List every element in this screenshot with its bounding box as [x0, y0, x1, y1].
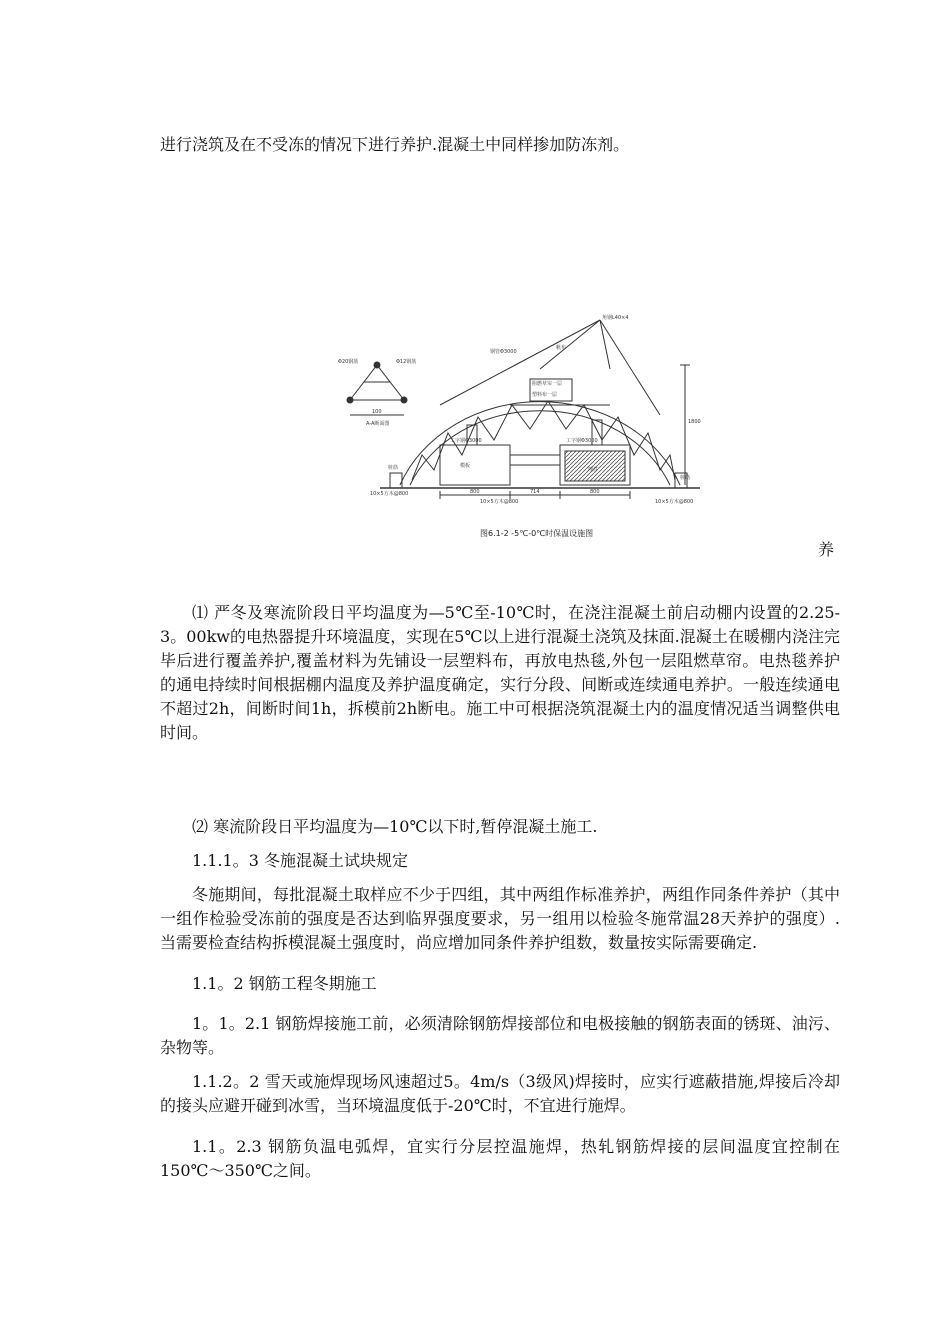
- label-dim100: 100: [372, 409, 382, 415]
- label-embed: 埋件: [588, 467, 599, 473]
- paragraph-rebar-3: 1.1。2.3 钢筋负温电弧焊，宜实行分层控温施焊，热轧钢筋焊接的层间温度宜控制在150℃～350℃之间。: [160, 1137, 840, 1180]
- label-bar12: Φ12钢筋: [396, 359, 417, 365]
- leader-top: [540, 320, 600, 369]
- label-i-beam-left: 工字钢Φ3000: [450, 438, 482, 444]
- insulation-diagram: [330, 305, 730, 555]
- heading-test-blocks: 1.1.1。3 冬施混凝土试块规定: [192, 851, 408, 870]
- label-right-pile: 桩筋: [680, 475, 691, 481]
- label-dim714: 714: [530, 489, 540, 495]
- label-i-beam-right: 工字钢Φ3000: [566, 438, 598, 444]
- trailing-char: 养: [818, 540, 835, 559]
- label-dim800a: 800: [470, 489, 480, 495]
- paragraph-rebar-1: 1。1。2.1 钢筋焊接施工前，必须清除钢筋焊接部位和电极接触的钢筋表面的锈斑、油污、杂物等。: [160, 1014, 840, 1057]
- left-tank: [440, 445, 510, 485]
- figure-caption: 图6.1-2 -5℃-0℃时保温设施图: [480, 529, 594, 538]
- label-timber-mid: 10×5方木@800: [480, 499, 519, 505]
- heading-rebar-winter: 1.1。2 钢筋工程冬期施工: [192, 974, 377, 993]
- paragraph-test-blocks: 冬施期间，每批混凝土取样应不少于四组，其中两组作标准养护，两组作同条件养护（其中一组作检验受冻前的强度是否达到临界强度要求，另一组用以检验冬施常温28天养护的强度）.当需要检查结构拆模混凝土强度时，尚应增加同条件养护组数，数量按实际需要确定.: [160, 885, 840, 952]
- label-dim800b: 800: [590, 489, 600, 495]
- label-bar20: Φ20钢筋: [338, 359, 359, 365]
- left-pile: [390, 473, 402, 488]
- paragraph-rebar-2: 1.1.2。2 雪天或施焊现场风速超过5。4m/s（3级风)焊接时，应实行遮蔽措施,焊接后冷却的接头应避开碰到冰雪，当环境温度低于-20℃时，不宜进行施焊。: [160, 1072, 840, 1115]
- label-left-pile: 桩筋: [388, 465, 399, 471]
- label-plastic: 塑料布一层: [532, 392, 558, 398]
- label-pipe: 钢管Φ3000: [490, 349, 517, 355]
- label-formwork: 模板: [460, 463, 471, 469]
- label-angle-steel: 角钢L40×4: [602, 315, 629, 321]
- paragraph-intro: 进行浇筑及在不受冻的情况下进行养护.混凝土中同样掺加防冻剂。: [160, 135, 630, 154]
- label-timber-right: 10×5方木@800: [655, 499, 694, 505]
- label-canvas: 帆布: [556, 345, 567, 351]
- label-timber-left: 10×5方木@800: [370, 491, 409, 497]
- label-section: A-A断面图: [366, 421, 390, 427]
- label-height: 1800: [688, 419, 701, 425]
- right-tank-fill: [565, 451, 625, 481]
- diagram-svg: [330, 305, 730, 555]
- paragraph-severe-cold: ⑴ 严冬及寒流阶段日平均温度为—5℃至-10℃时，在浇注混凝土前启动棚内设置的2.25-3。00kw的电热器提升环境温度，实现在5℃以上进行混凝土浇筑及抹面.混凝土在暖棚内浇注完毕后进行覆盖养护,覆盖材料为先铺设一层塑料布，再放电热毯,外包一层阻燃草帘。电热毯养护的通电持续时间根据棚内温度及养护温度确定，实行分段、间断或连续通电养护。一般连续通电不超过2h，间断时间1h，拆模前2h断电。施工中可根据浇筑混凝土内的温度情况适当调整供电时间。: [160, 603, 840, 742]
- label-straw: 阻燃草帘一层: [532, 381, 563, 387]
- paragraph-cold-wave: ⑵ 寒流阶段日平均温度为—10℃以下时,暂停混凝土施工.: [192, 817, 598, 836]
